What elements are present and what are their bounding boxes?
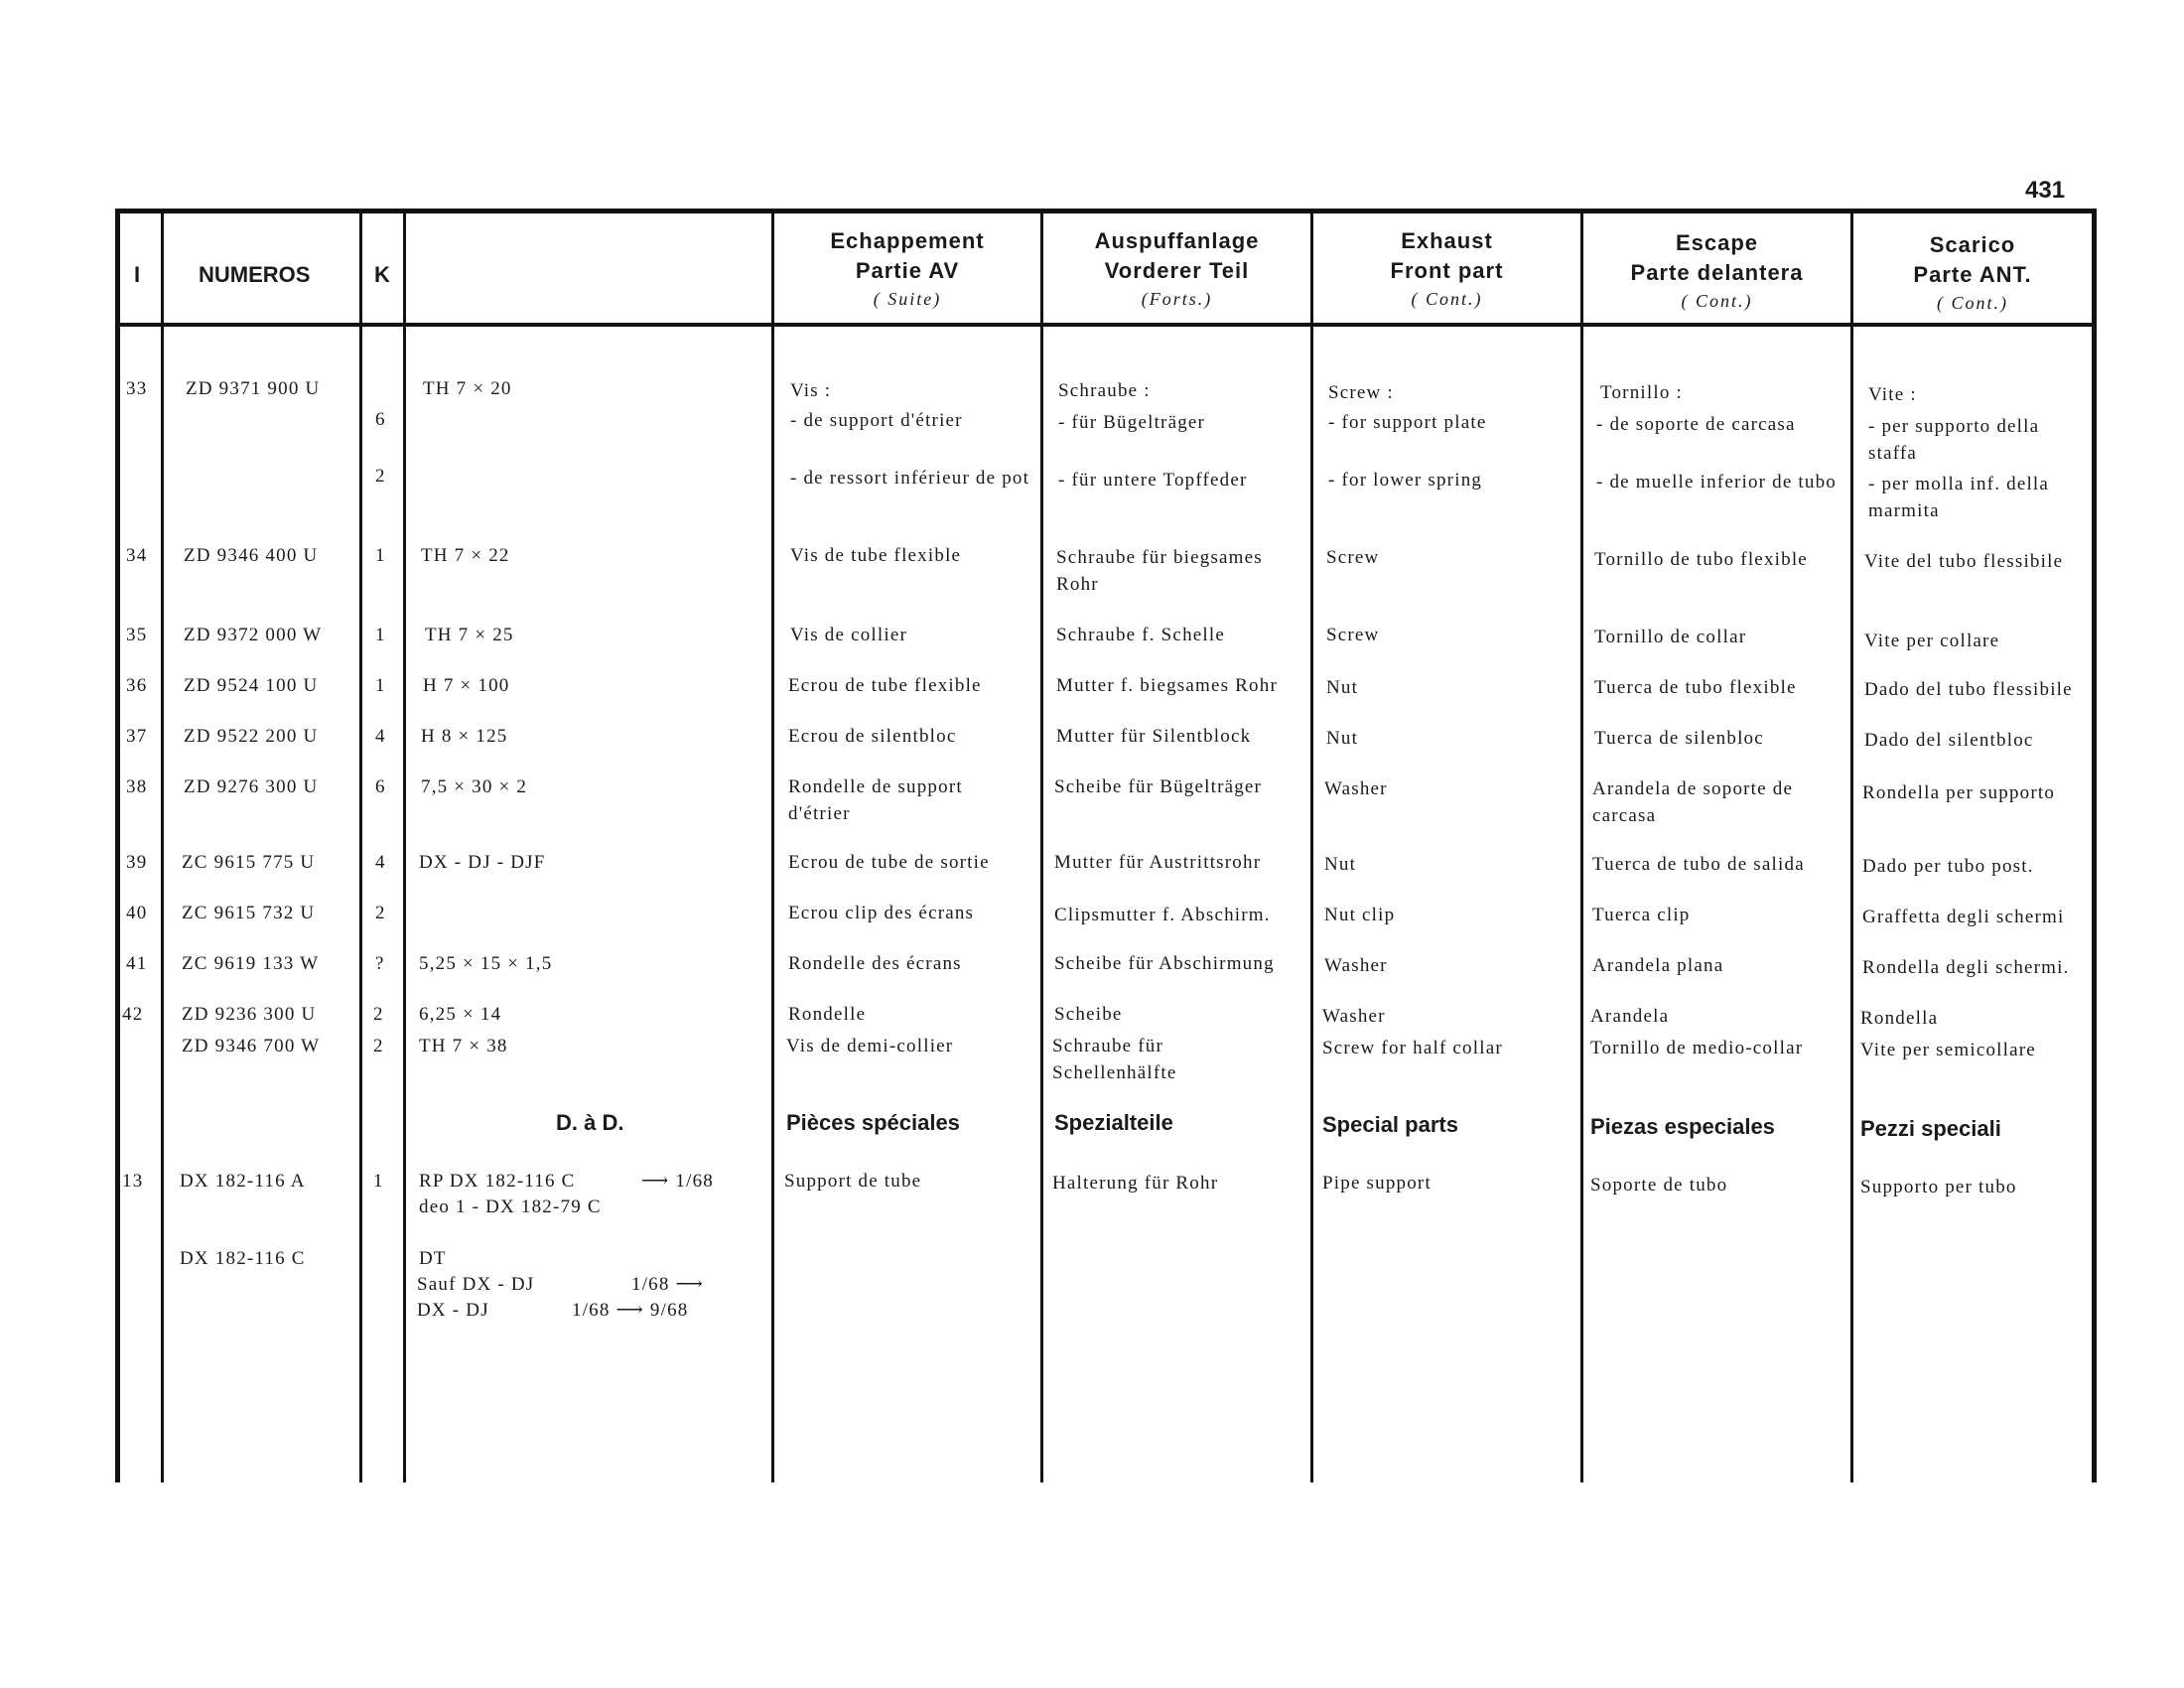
row-38-fr: Rondelle de support d'étrier	[788, 776, 963, 824]
row-36-spec: H 7 × 100	[423, 675, 510, 696]
row-42b-it: Vite per semicollare	[1860, 1040, 2036, 1060]
col-divider-5	[1040, 213, 1043, 1482]
row-41-index: 41	[126, 953, 148, 974]
row-40-number: ZC 9615 732 U	[182, 903, 316, 923]
row-33a-k: 6	[375, 409, 386, 430]
header-k: K	[374, 262, 390, 287]
row-13b-spec-line2: Sauf DX - DJ	[417, 1274, 535, 1295]
row-37-spec: H 8 × 125	[421, 726, 508, 747]
row-33b-es: - de muelle inferior de tubo	[1596, 472, 1837, 492]
row-33-index: 33	[126, 378, 148, 399]
row-42-k: 2	[373, 1004, 384, 1025]
row-36-es: Tuerca de tubo flexible	[1594, 677, 1797, 698]
row-33-number: ZD 9371 900 U	[186, 378, 321, 399]
row-35-fr: Vis de collier	[790, 625, 908, 645]
row-39-es: Tuerca de tubo de salida	[1592, 854, 1805, 875]
row-38-number: ZD 9276 300 U	[184, 776, 319, 797]
row-33-spec: TH 7 × 20	[423, 378, 512, 399]
row-33b-en: - for lower spring	[1328, 470, 1483, 491]
row-33-es: Tornillo :	[1600, 382, 1683, 403]
row-41-k: ?	[375, 953, 385, 974]
row-35-it: Vite per collare	[1864, 631, 2000, 651]
header-it-subtitle: Parte ANT.	[1913, 262, 2032, 287]
row-34-index: 34	[126, 545, 148, 566]
header-index: I	[134, 262, 141, 287]
row-41-en: Washer	[1324, 955, 1388, 976]
row-35-k: 1	[375, 625, 386, 645]
row-13b-spec-line1: DT	[419, 1248, 447, 1269]
header-en	[1313, 226, 1580, 312]
row-33a-it: - per supporto della staffa	[1868, 416, 2040, 464]
row-13-number: DX 182-116 A	[180, 1171, 306, 1192]
row-35-en: Screw	[1326, 625, 1380, 645]
row-35-index: 35	[126, 625, 148, 645]
row-39-k: 4	[375, 852, 386, 873]
header-it-title: Scarico	[1929, 232, 2016, 257]
row-34-it: Vite del tubo flessibile	[1864, 551, 2064, 572]
row-37-index: 37	[126, 726, 148, 747]
row-13-index: 13	[122, 1171, 144, 1192]
row-42-es: Arandela	[1590, 1006, 1670, 1027]
row-42b-spec: TH 7 × 38	[419, 1036, 508, 1056]
row-13b-spec-line2-range: 1/68 ⟶	[631, 1274, 704, 1295]
row-38-index: 38	[126, 776, 148, 797]
row-42b-fr: Vis de demi-collier	[786, 1036, 954, 1056]
row-35-number: ZD 9372 000 W	[184, 625, 323, 645]
row-34-en: Screw	[1326, 547, 1380, 568]
section-it: Pezzi speciali	[1860, 1116, 2001, 1141]
header-de	[1043, 226, 1310, 312]
row-39-en: Nut	[1324, 854, 1357, 875]
row-33a-en: - for support plate	[1328, 412, 1487, 433]
header-it	[1853, 230, 2092, 316]
row-34-number: ZD 9346 400 U	[184, 545, 319, 566]
col-divider-6	[1310, 213, 1313, 1482]
row-35-de: Schraube f. Schelle	[1056, 625, 1225, 645]
header-es-cont: ( Cont.)	[1681, 291, 1753, 311]
row-13-spec-line2: deo 1 - DX 182-79 C	[419, 1196, 602, 1217]
section-fr: Pièces spéciales	[786, 1110, 960, 1135]
row-38-it: Rondella per supporto	[1862, 782, 2056, 803]
row-36-index: 36	[126, 675, 148, 696]
row-39-number: ZC 9615 775 U	[182, 852, 316, 873]
row-41-it: Rondella degli schermi.	[1862, 957, 2070, 978]
row-34-es: Tornillo de tubo flexible	[1594, 549, 1808, 570]
row-42b-k: 2	[373, 1036, 384, 1056]
row-36-k: 1	[375, 675, 386, 696]
row-33b-fr: - de ressort inférieur de pot	[790, 468, 1030, 489]
header-fr	[774, 226, 1040, 312]
row-40-es: Tuerca clip	[1592, 905, 1691, 925]
header-fr-subtitle: Partie AV	[855, 258, 960, 283]
header-de-cont: (Forts.)	[1141, 289, 1213, 309]
row-38-en: Washer	[1324, 778, 1388, 799]
row-41-spec: 5,25 × 15 × 1,5	[419, 953, 553, 974]
row-42-spec: 6,25 × 14	[419, 1004, 502, 1025]
row-33b-de: - für untere Topffeder	[1058, 470, 1248, 491]
row-36-fr: Ecrou de tube flexible	[788, 675, 982, 696]
row-13-spec-line1: RP DX 182-116 C	[419, 1171, 576, 1192]
row-39-spec: DX - DJ - DJF	[419, 852, 546, 873]
row-37-de: Mutter für Silentblock	[1056, 726, 1252, 747]
row-33a-fr: - de support d'étrier	[790, 410, 963, 431]
row-38-k: 6	[375, 776, 386, 797]
row-37-es: Tuerca de silenbloc	[1594, 728, 1764, 749]
row-41-de: Scheibe für Abschirmung	[1054, 953, 1275, 974]
row-13-arrow: ⟶ 1/68	[641, 1171, 714, 1192]
row-40-k: 2	[375, 903, 386, 923]
row-13-de: Halterung für Rohr	[1052, 1173, 1219, 1194]
row-33-de: Schraube :	[1058, 380, 1151, 401]
row-41-number: ZC 9619 133 W	[182, 953, 320, 974]
page-number: 431	[2025, 177, 2066, 204]
header-de-title: Auspuffanlage	[1094, 228, 1260, 253]
row-42b-es: Tornillo de medio-collar	[1590, 1038, 1804, 1058]
row-37-it: Dado del silentbloc	[1864, 730, 2034, 751]
row-13-it: Supporto per tubo	[1860, 1177, 2017, 1197]
col-divider-4	[771, 213, 774, 1482]
col-divider-8	[1850, 213, 1853, 1482]
row-33a-es: - de soporte de carcasa	[1596, 414, 1796, 435]
row-33b-k: 2	[375, 466, 386, 487]
row-36-de: Mutter f. biegsames Rohr	[1056, 675, 1278, 696]
row-38-spec: 7,5 × 30 × 2	[421, 776, 528, 797]
row-34-fr: Vis de tube flexible	[790, 545, 962, 566]
header-bottom-rule	[117, 323, 2097, 327]
header-es-subtitle: Parte delantera	[1630, 260, 1804, 285]
row-13b-spec-line3-range: 1/68 ⟶ 9/68	[572, 1300, 689, 1321]
row-13-en: Pipe support	[1322, 1173, 1432, 1194]
header-es-title: Escape	[1675, 230, 1759, 255]
row-34-spec: TH 7 × 22	[421, 545, 510, 566]
row-13-k: 1	[373, 1171, 384, 1192]
col-divider-1	[161, 213, 164, 1482]
header-it-cont: ( Cont.)	[1937, 293, 2008, 313]
row-42b-en: Screw for half collar	[1322, 1038, 1503, 1058]
header-numeros: NUMEROS	[199, 262, 311, 287]
table-right-border	[2092, 209, 2097, 1482]
row-33-en: Screw :	[1328, 382, 1394, 403]
row-37-en: Nut	[1326, 728, 1359, 749]
row-41-fr: Rondelle des écrans	[788, 953, 962, 974]
row-38-es: Arandela de soporte de carcasa	[1592, 778, 1794, 826]
header-fr-title: Echappement	[830, 228, 985, 253]
row-33-fr: Vis :	[790, 380, 832, 401]
col-divider-3	[403, 213, 406, 1482]
row-13-fr: Support de tube	[784, 1171, 922, 1192]
row-13-es: Soporte de tubo	[1590, 1175, 1728, 1196]
row-42-fr: Rondelle	[788, 1004, 867, 1025]
row-40-de: Clipsmutter f. Abschirm.	[1054, 905, 1271, 925]
row-34-de: Schraube für biegsames Rohr	[1056, 547, 1263, 595]
row-37-number: ZD 9522 200 U	[184, 726, 319, 747]
row-42-number: ZD 9236 300 U	[182, 1004, 317, 1025]
row-13b-spec-line3: DX - DJ	[417, 1300, 489, 1321]
row-37-fr: Ecrou de silentbloc	[788, 726, 957, 747]
row-40-fr: Ecrou clip des écrans	[788, 903, 975, 923]
section-de: Spezialteile	[1054, 1110, 1173, 1135]
table-top-rule	[117, 209, 2097, 213]
row-33-it: Vite :	[1868, 384, 1917, 405]
header-en-title: Exhaust	[1401, 228, 1493, 253]
row-35-spec: TH 7 × 25	[425, 625, 514, 645]
row-40-index: 40	[126, 903, 148, 923]
row-42b-de: Schraube für Schellenhälfte	[1052, 1036, 1177, 1083]
row-41-es: Arandela plana	[1592, 955, 1724, 976]
header-en-cont: ( Cont.)	[1411, 289, 1483, 309]
table-left-border	[115, 209, 120, 1482]
col-divider-2	[359, 213, 362, 1482]
row-33b-it: - per molla inf. della marmita	[1868, 474, 2050, 521]
row-39-fr: Ecrou de tube de sortie	[788, 852, 990, 873]
row-35-es: Tornillo de collar	[1594, 627, 1747, 647]
row-39-index: 39	[126, 852, 148, 873]
col-divider-7	[1580, 213, 1583, 1482]
header-fr-cont: ( Suite)	[873, 289, 942, 309]
header-es	[1583, 228, 1850, 314]
row-42b-number: ZD 9346 700 W	[182, 1036, 321, 1056]
row-13b-number: DX 182-116 C	[180, 1248, 306, 1269]
row-40-en: Nut clip	[1324, 905, 1396, 925]
header-de-subtitle: Vorderer Teil	[1104, 258, 1250, 283]
row-38-de: Scheibe für Bügelträger	[1054, 776, 1263, 797]
row-36-en: Nut	[1326, 677, 1359, 698]
section-dad: D. à D.	[556, 1110, 624, 1135]
row-36-number: ZD 9524 100 U	[184, 675, 319, 696]
row-33a-de: - für Bügelträger	[1058, 412, 1206, 433]
section-es: Piezas especiales	[1590, 1114, 1775, 1139]
row-37-k: 4	[375, 726, 386, 747]
row-34-k: 1	[375, 545, 386, 566]
section-en: Special parts	[1322, 1112, 1458, 1137]
row-42-it: Rondella	[1860, 1008, 1939, 1029]
row-42-index: 42	[122, 1004, 144, 1025]
row-42-de: Scheibe	[1054, 1004, 1123, 1025]
row-39-it: Dado per tubo post.	[1862, 856, 2034, 877]
header-en-subtitle: Front part	[1390, 258, 1504, 283]
row-40-it: Graffetta degli schermi	[1862, 907, 2065, 927]
row-36-it: Dado del tubo flessibile	[1864, 679, 2073, 700]
row-39-de: Mutter für Austrittsrohr	[1054, 852, 1262, 873]
row-42-en: Washer	[1322, 1006, 1386, 1027]
